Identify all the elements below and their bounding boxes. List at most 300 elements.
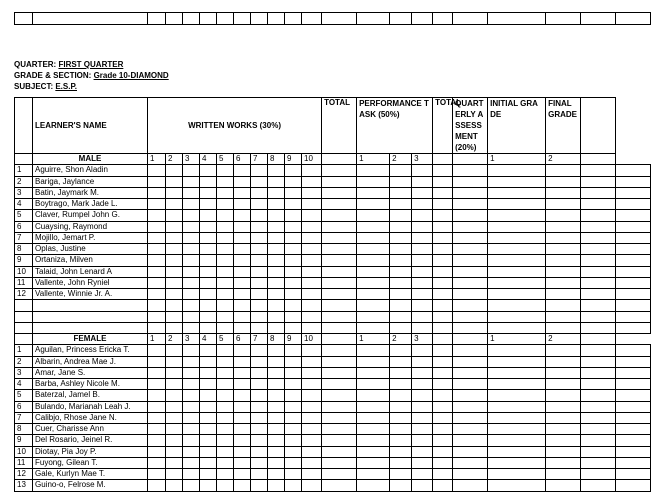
score-cell[interactable] bbox=[268, 277, 285, 288]
score-cell[interactable] bbox=[412, 210, 433, 221]
score-cell[interactable] bbox=[148, 435, 166, 446]
score-cell[interactable] bbox=[390, 176, 412, 187]
score-cell[interactable] bbox=[148, 345, 166, 356]
score-cell[interactable] bbox=[302, 232, 322, 243]
score-cell[interactable] bbox=[581, 367, 616, 378]
score-cell[interactable] bbox=[453, 199, 488, 210]
score-cell[interactable] bbox=[546, 187, 581, 198]
score-cell[interactable] bbox=[302, 176, 322, 187]
score-cell[interactable] bbox=[488, 401, 546, 412]
score-cell[interactable] bbox=[453, 435, 488, 446]
score-cell[interactable] bbox=[268, 255, 285, 266]
score-cell[interactable] bbox=[217, 176, 234, 187]
score-cell[interactable] bbox=[217, 379, 234, 390]
score-cell[interactable] bbox=[322, 165, 357, 176]
score-cell[interactable] bbox=[166, 457, 183, 468]
score-cell[interactable] bbox=[183, 232, 200, 243]
score-cell[interactable] bbox=[217, 480, 234, 491]
score-cell[interactable] bbox=[217, 469, 234, 480]
score-cell[interactable] bbox=[616, 255, 651, 266]
score-cell[interactable] bbox=[390, 210, 412, 221]
score-cell[interactable] bbox=[251, 210, 268, 221]
score-cell[interactable] bbox=[616, 367, 651, 378]
score-cell[interactable] bbox=[616, 210, 651, 221]
score-cell[interactable] bbox=[357, 221, 390, 232]
score-cell[interactable] bbox=[546, 345, 581, 356]
score-cell[interactable] bbox=[322, 199, 357, 210]
score-cell[interactable] bbox=[217, 244, 234, 255]
score-cell[interactable] bbox=[546, 379, 581, 390]
score-cell[interactable] bbox=[390, 244, 412, 255]
score-cell[interactable] bbox=[166, 199, 183, 210]
score-cell[interactable] bbox=[390, 446, 412, 457]
score-cell[interactable] bbox=[183, 367, 200, 378]
score-cell[interactable] bbox=[546, 176, 581, 187]
score-cell[interactable] bbox=[148, 401, 166, 412]
score-cell[interactable] bbox=[285, 277, 302, 288]
score-cell[interactable] bbox=[453, 480, 488, 491]
score-cell[interactable] bbox=[546, 424, 581, 435]
score-cell[interactable] bbox=[268, 165, 285, 176]
score-cell[interactable] bbox=[166, 435, 183, 446]
score-cell[interactable] bbox=[302, 255, 322, 266]
score-cell[interactable] bbox=[581, 255, 616, 266]
score-cell[interactable] bbox=[453, 244, 488, 255]
score-cell[interactable] bbox=[616, 345, 651, 356]
score-cell[interactable] bbox=[268, 379, 285, 390]
score-cell[interactable] bbox=[302, 367, 322, 378]
score-cell[interactable] bbox=[148, 457, 166, 468]
score-cell[interactable] bbox=[251, 412, 268, 423]
score-cell[interactable] bbox=[251, 289, 268, 300]
score-cell[interactable] bbox=[166, 266, 183, 277]
score-cell[interactable] bbox=[322, 176, 357, 187]
score-cell[interactable] bbox=[183, 187, 200, 198]
score-cell[interactable] bbox=[412, 345, 433, 356]
score-cell[interactable] bbox=[183, 480, 200, 491]
score-cell[interactable] bbox=[166, 480, 183, 491]
score-cell[interactable] bbox=[433, 244, 453, 255]
score-cell[interactable] bbox=[183, 379, 200, 390]
score-cell[interactable] bbox=[302, 266, 322, 277]
score-cell[interactable] bbox=[166, 244, 183, 255]
score-cell[interactable] bbox=[453, 277, 488, 288]
score-cell[interactable] bbox=[581, 277, 616, 288]
score-cell[interactable] bbox=[200, 367, 217, 378]
score-cell[interactable] bbox=[268, 356, 285, 367]
score-cell[interactable] bbox=[488, 232, 546, 243]
score-cell[interactable] bbox=[148, 232, 166, 243]
score-cell[interactable] bbox=[285, 210, 302, 221]
score-cell[interactable] bbox=[285, 176, 302, 187]
score-cell[interactable] bbox=[390, 367, 412, 378]
score-cell[interactable] bbox=[412, 424, 433, 435]
score-cell[interactable] bbox=[285, 289, 302, 300]
score-cell[interactable] bbox=[302, 277, 322, 288]
score-cell[interactable] bbox=[268, 266, 285, 277]
score-cell[interactable] bbox=[616, 435, 651, 446]
score-cell[interactable] bbox=[285, 165, 302, 176]
score-cell[interactable] bbox=[322, 356, 357, 367]
score-cell[interactable] bbox=[581, 210, 616, 221]
score-cell[interactable] bbox=[390, 424, 412, 435]
score-cell[interactable] bbox=[546, 401, 581, 412]
score-cell[interactable] bbox=[234, 165, 251, 176]
score-cell[interactable] bbox=[433, 401, 453, 412]
score-cell[interactable] bbox=[200, 176, 217, 187]
score-cell[interactable] bbox=[200, 446, 217, 457]
score-cell[interactable] bbox=[488, 277, 546, 288]
score-cell[interactable] bbox=[302, 210, 322, 221]
score-cell[interactable] bbox=[616, 412, 651, 423]
score-cell[interactable] bbox=[412, 199, 433, 210]
score-cell[interactable] bbox=[200, 424, 217, 435]
score-cell[interactable] bbox=[251, 435, 268, 446]
score-cell[interactable] bbox=[285, 356, 302, 367]
score-cell[interactable] bbox=[166, 277, 183, 288]
score-cell[interactable] bbox=[412, 469, 433, 480]
score-cell[interactable] bbox=[546, 435, 581, 446]
score-cell[interactable] bbox=[234, 255, 251, 266]
score-cell[interactable] bbox=[183, 221, 200, 232]
score-cell[interactable] bbox=[183, 289, 200, 300]
score-cell[interactable] bbox=[488, 266, 546, 277]
score-cell[interactable] bbox=[390, 187, 412, 198]
score-cell[interactable] bbox=[322, 232, 357, 243]
score-cell[interactable] bbox=[357, 469, 390, 480]
score-cell[interactable] bbox=[453, 345, 488, 356]
score-cell[interactable] bbox=[285, 199, 302, 210]
score-cell[interactable] bbox=[581, 244, 616, 255]
score-cell[interactable] bbox=[285, 424, 302, 435]
score-cell[interactable] bbox=[234, 469, 251, 480]
score-cell[interactable] bbox=[412, 446, 433, 457]
score-cell[interactable] bbox=[183, 277, 200, 288]
score-cell[interactable] bbox=[200, 277, 217, 288]
score-cell[interactable] bbox=[546, 390, 581, 401]
score-cell[interactable] bbox=[488, 446, 546, 457]
score-cell[interactable] bbox=[251, 244, 268, 255]
score-cell[interactable] bbox=[200, 232, 217, 243]
score-cell[interactable] bbox=[357, 277, 390, 288]
score-cell[interactable] bbox=[581, 379, 616, 390]
score-cell[interactable] bbox=[546, 367, 581, 378]
score-cell[interactable] bbox=[251, 446, 268, 457]
score-cell[interactable] bbox=[302, 435, 322, 446]
score-cell[interactable] bbox=[166, 232, 183, 243]
score-cell[interactable] bbox=[488, 367, 546, 378]
score-cell[interactable] bbox=[302, 424, 322, 435]
score-cell[interactable] bbox=[166, 221, 183, 232]
score-cell[interactable] bbox=[433, 469, 453, 480]
score-cell[interactable] bbox=[200, 435, 217, 446]
score-cell[interactable] bbox=[453, 221, 488, 232]
score-cell[interactable] bbox=[390, 435, 412, 446]
score-cell[interactable] bbox=[390, 221, 412, 232]
score-cell[interactable] bbox=[234, 390, 251, 401]
score-cell[interactable] bbox=[166, 176, 183, 187]
score-cell[interactable] bbox=[581, 435, 616, 446]
score-cell[interactable] bbox=[200, 210, 217, 221]
score-cell[interactable] bbox=[453, 390, 488, 401]
score-cell[interactable] bbox=[200, 187, 217, 198]
score-cell[interactable] bbox=[433, 480, 453, 491]
score-cell[interactable] bbox=[183, 199, 200, 210]
score-cell[interactable] bbox=[390, 345, 412, 356]
score-cell[interactable] bbox=[453, 446, 488, 457]
score-cell[interactable] bbox=[322, 289, 357, 300]
score-cell[interactable] bbox=[546, 221, 581, 232]
score-cell[interactable] bbox=[322, 221, 357, 232]
score-cell[interactable] bbox=[433, 187, 453, 198]
score-cell[interactable] bbox=[357, 457, 390, 468]
score-cell[interactable] bbox=[148, 367, 166, 378]
score-cell[interactable] bbox=[453, 401, 488, 412]
score-cell[interactable] bbox=[285, 379, 302, 390]
score-cell[interactable] bbox=[234, 356, 251, 367]
score-cell[interactable] bbox=[183, 390, 200, 401]
score-cell[interactable] bbox=[581, 480, 616, 491]
score-cell[interactable] bbox=[488, 379, 546, 390]
score-cell[interactable] bbox=[488, 210, 546, 221]
score-cell[interactable] bbox=[251, 199, 268, 210]
score-cell[interactable] bbox=[433, 289, 453, 300]
score-cell[interactable] bbox=[546, 210, 581, 221]
score-cell[interactable] bbox=[234, 221, 251, 232]
score-cell[interactable] bbox=[390, 379, 412, 390]
score-cell[interactable] bbox=[357, 255, 390, 266]
score-cell[interactable] bbox=[412, 187, 433, 198]
score-cell[interactable] bbox=[322, 457, 357, 468]
score-cell[interactable] bbox=[322, 277, 357, 288]
score-cell[interactable] bbox=[166, 255, 183, 266]
score-cell[interactable] bbox=[268, 412, 285, 423]
score-cell[interactable] bbox=[616, 480, 651, 491]
score-cell[interactable] bbox=[546, 199, 581, 210]
score-cell[interactable] bbox=[488, 199, 546, 210]
score-cell[interactable] bbox=[453, 232, 488, 243]
score-cell[interactable] bbox=[148, 390, 166, 401]
score-cell[interactable] bbox=[616, 401, 651, 412]
score-cell[interactable] bbox=[616, 379, 651, 390]
score-cell[interactable] bbox=[390, 457, 412, 468]
score-cell[interactable] bbox=[251, 277, 268, 288]
score-cell[interactable] bbox=[285, 187, 302, 198]
score-cell[interactable] bbox=[322, 469, 357, 480]
score-cell[interactable] bbox=[285, 457, 302, 468]
score-cell[interactable] bbox=[234, 289, 251, 300]
score-cell[interactable] bbox=[322, 424, 357, 435]
score-cell[interactable] bbox=[453, 289, 488, 300]
score-cell[interactable] bbox=[433, 435, 453, 446]
score-cell[interactable] bbox=[302, 187, 322, 198]
score-cell[interactable] bbox=[616, 266, 651, 277]
score-cell[interactable] bbox=[200, 266, 217, 277]
score-cell[interactable] bbox=[488, 480, 546, 491]
score-cell[interactable] bbox=[453, 187, 488, 198]
score-cell[interactable] bbox=[322, 210, 357, 221]
score-cell[interactable] bbox=[488, 390, 546, 401]
score-cell[interactable] bbox=[390, 277, 412, 288]
score-cell[interactable] bbox=[166, 345, 183, 356]
score-cell[interactable] bbox=[251, 457, 268, 468]
score-cell[interactable] bbox=[546, 232, 581, 243]
score-cell[interactable] bbox=[302, 412, 322, 423]
score-cell[interactable] bbox=[200, 255, 217, 266]
score-cell[interactable] bbox=[302, 221, 322, 232]
score-cell[interactable] bbox=[453, 379, 488, 390]
score-cell[interactable] bbox=[546, 277, 581, 288]
score-cell[interactable] bbox=[616, 424, 651, 435]
score-cell[interactable] bbox=[322, 379, 357, 390]
score-cell[interactable] bbox=[357, 232, 390, 243]
score-cell[interactable] bbox=[166, 367, 183, 378]
score-cell[interactable] bbox=[234, 277, 251, 288]
score-cell[interactable] bbox=[581, 232, 616, 243]
score-cell[interactable] bbox=[433, 345, 453, 356]
score-cell[interactable] bbox=[581, 401, 616, 412]
score-cell[interactable] bbox=[302, 379, 322, 390]
score-cell[interactable] bbox=[285, 446, 302, 457]
score-cell[interactable] bbox=[217, 424, 234, 435]
score-cell[interactable] bbox=[251, 367, 268, 378]
score-cell[interactable] bbox=[390, 390, 412, 401]
score-cell[interactable] bbox=[581, 356, 616, 367]
score-cell[interactable] bbox=[302, 244, 322, 255]
score-cell[interactable] bbox=[357, 379, 390, 390]
score-cell[interactable] bbox=[412, 356, 433, 367]
score-cell[interactable] bbox=[285, 221, 302, 232]
score-cell[interactable] bbox=[453, 457, 488, 468]
score-cell[interactable] bbox=[148, 446, 166, 457]
score-cell[interactable] bbox=[183, 345, 200, 356]
score-cell[interactable] bbox=[488, 221, 546, 232]
score-cell[interactable] bbox=[616, 356, 651, 367]
score-cell[interactable] bbox=[251, 255, 268, 266]
score-cell[interactable] bbox=[268, 232, 285, 243]
score-cell[interactable] bbox=[546, 289, 581, 300]
score-cell[interactable] bbox=[148, 480, 166, 491]
score-cell[interactable] bbox=[166, 390, 183, 401]
score-cell[interactable] bbox=[433, 232, 453, 243]
score-cell[interactable] bbox=[433, 424, 453, 435]
score-cell[interactable] bbox=[268, 435, 285, 446]
score-cell[interactable] bbox=[581, 289, 616, 300]
score-cell[interactable] bbox=[148, 469, 166, 480]
score-cell[interactable] bbox=[234, 266, 251, 277]
score-cell[interactable] bbox=[268, 244, 285, 255]
score-cell[interactable] bbox=[217, 446, 234, 457]
score-cell[interactable] bbox=[390, 232, 412, 243]
score-cell[interactable] bbox=[183, 255, 200, 266]
score-cell[interactable] bbox=[166, 401, 183, 412]
score-cell[interactable] bbox=[217, 390, 234, 401]
score-cell[interactable] bbox=[285, 390, 302, 401]
score-cell[interactable] bbox=[183, 424, 200, 435]
score-cell[interactable] bbox=[148, 165, 166, 176]
score-cell[interactable] bbox=[200, 401, 217, 412]
score-cell[interactable] bbox=[148, 424, 166, 435]
score-cell[interactable] bbox=[302, 165, 322, 176]
score-cell[interactable] bbox=[234, 379, 251, 390]
score-cell[interactable] bbox=[251, 187, 268, 198]
score-cell[interactable] bbox=[546, 446, 581, 457]
score-cell[interactable] bbox=[616, 446, 651, 457]
score-cell[interactable] bbox=[390, 412, 412, 423]
score-cell[interactable] bbox=[183, 401, 200, 412]
score-cell[interactable] bbox=[148, 244, 166, 255]
score-cell[interactable] bbox=[183, 412, 200, 423]
score-cell[interactable] bbox=[268, 446, 285, 457]
score-cell[interactable] bbox=[166, 187, 183, 198]
score-cell[interactable] bbox=[302, 457, 322, 468]
score-cell[interactable] bbox=[148, 210, 166, 221]
score-cell[interactable] bbox=[268, 469, 285, 480]
score-cell[interactable] bbox=[234, 446, 251, 457]
score-cell[interactable] bbox=[412, 221, 433, 232]
score-cell[interactable] bbox=[234, 187, 251, 198]
score-cell[interactable] bbox=[268, 199, 285, 210]
score-cell[interactable] bbox=[357, 367, 390, 378]
score-cell[interactable] bbox=[322, 367, 357, 378]
score-cell[interactable] bbox=[488, 244, 546, 255]
score-cell[interactable] bbox=[251, 480, 268, 491]
score-cell[interactable] bbox=[390, 401, 412, 412]
score-cell[interactable] bbox=[234, 457, 251, 468]
score-cell[interactable] bbox=[412, 480, 433, 491]
score-cell[interactable] bbox=[453, 165, 488, 176]
score-cell[interactable] bbox=[322, 412, 357, 423]
score-cell[interactable] bbox=[251, 232, 268, 243]
score-cell[interactable] bbox=[322, 345, 357, 356]
score-cell[interactable] bbox=[357, 424, 390, 435]
score-cell[interactable] bbox=[616, 232, 651, 243]
score-cell[interactable] bbox=[166, 424, 183, 435]
score-cell[interactable] bbox=[148, 187, 166, 198]
score-cell[interactable] bbox=[433, 446, 453, 457]
score-cell[interactable] bbox=[357, 244, 390, 255]
score-cell[interactable] bbox=[183, 165, 200, 176]
score-cell[interactable] bbox=[217, 435, 234, 446]
score-cell[interactable] bbox=[616, 244, 651, 255]
score-cell[interactable] bbox=[251, 379, 268, 390]
score-cell[interactable] bbox=[581, 446, 616, 457]
score-cell[interactable] bbox=[322, 390, 357, 401]
score-cell[interactable] bbox=[433, 165, 453, 176]
score-cell[interactable] bbox=[412, 289, 433, 300]
score-cell[interactable] bbox=[285, 367, 302, 378]
score-cell[interactable] bbox=[234, 345, 251, 356]
score-cell[interactable] bbox=[148, 221, 166, 232]
score-cell[interactable] bbox=[581, 266, 616, 277]
score-cell[interactable] bbox=[166, 356, 183, 367]
score-cell[interactable] bbox=[251, 345, 268, 356]
score-cell[interactable] bbox=[217, 187, 234, 198]
score-cell[interactable] bbox=[251, 401, 268, 412]
score-cell[interactable] bbox=[200, 345, 217, 356]
score-cell[interactable] bbox=[581, 345, 616, 356]
score-cell[interactable] bbox=[148, 255, 166, 266]
score-cell[interactable] bbox=[200, 379, 217, 390]
score-cell[interactable] bbox=[390, 469, 412, 480]
score-cell[interactable] bbox=[433, 412, 453, 423]
score-cell[interactable] bbox=[433, 379, 453, 390]
score-cell[interactable] bbox=[390, 266, 412, 277]
score-cell[interactable] bbox=[453, 266, 488, 277]
score-cell[interactable] bbox=[546, 480, 581, 491]
score-cell[interactable] bbox=[546, 356, 581, 367]
score-cell[interactable] bbox=[453, 210, 488, 221]
